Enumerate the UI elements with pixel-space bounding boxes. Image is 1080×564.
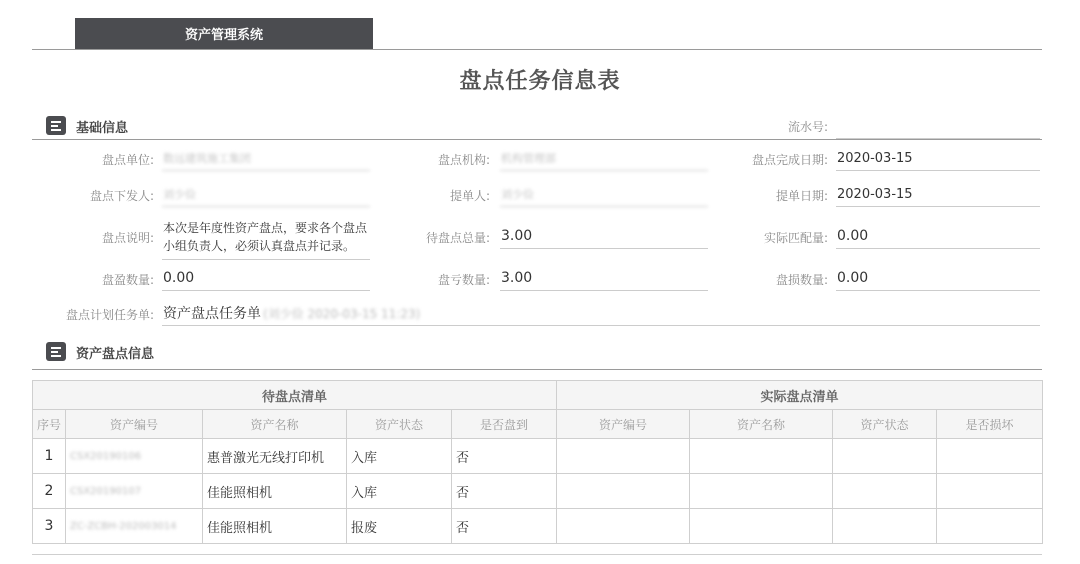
col-header: 资产编号 — [66, 410, 203, 439]
divider — [32, 554, 1042, 555]
actual-asset-status — [833, 474, 937, 509]
tab-asset-management[interactable]: 资产管理系统 — [75, 18, 373, 49]
page-title: 盘点任务信息表 — [459, 69, 621, 94]
unit-value: 数远建筑施工集团 — [162, 146, 370, 171]
actual-asset-status — [833, 509, 937, 544]
issuer-label: 盘点下发人: — [89, 189, 154, 203]
submit-date-value: 2020-03-15 — [836, 182, 1040, 207]
actual-asset-name — [690, 509, 833, 544]
actual-asset-status — [833, 439, 937, 474]
row-number: 3 — [33, 509, 66, 544]
plan-task-name: 资产盘点任务单 — [163, 306, 261, 322]
surplus-value: 0.00 — [162, 266, 370, 291]
surplus-label: 盘盈数量: — [101, 273, 154, 287]
top-tab-bar — [32, 18, 1042, 50]
table-group-header — [33, 381, 1043, 410]
asset-status: 入库 — [347, 439, 452, 474]
col-header: 序号 — [33, 410, 66, 439]
section-title: 基础信息 — [76, 121, 129, 136]
col-header: 是否损坏 — [937, 410, 1043, 439]
asset-found: 否 — [452, 439, 557, 474]
submitter-label: 提单人: — [449, 189, 490, 203]
asset-code: CSX20190107 — [66, 474, 203, 509]
col-header: 资产状态 — [347, 410, 452, 439]
plan-task-label: 盘点计划任务单: — [65, 308, 154, 322]
list-icon — [46, 116, 66, 135]
asset-found: 否 — [452, 509, 557, 544]
table-row[interactable] — [33, 509, 1043, 544]
table-column-header — [33, 410, 1043, 439]
finish-date-value: 2020-03-15 — [836, 146, 1040, 171]
col-header: 资产编号 — [557, 410, 690, 439]
asset-status: 入库 — [347, 474, 452, 509]
asset-code: CSX20190106 — [66, 439, 203, 474]
actual-asset-damaged — [937, 509, 1043, 544]
col-header: 资产状态 — [833, 410, 937, 439]
table-row[interactable] — [33, 474, 1043, 509]
row-number: 2 — [33, 474, 66, 509]
unit-label: 盘点单位: — [101, 153, 154, 167]
basic-info-section-header — [32, 112, 1042, 140]
table-row[interactable] — [33, 439, 1043, 474]
asset-name: 佳能照相机 — [203, 509, 347, 544]
actual-list-header: 实际盘点清单 — [557, 381, 1043, 410]
divider — [32, 369, 1042, 370]
finish-date-label: 盘点完成日期: — [751, 153, 828, 167]
actual-match-label: 实际匹配量: — [763, 231, 828, 245]
asset-found: 否 — [452, 474, 557, 509]
asset-status: 报废 — [347, 509, 452, 544]
issuer-value: 刘少俭 — [162, 182, 370, 207]
actual-asset-name — [690, 474, 833, 509]
org-label: 盘点机构: — [437, 153, 490, 167]
org-value: 机构管理部 — [500, 146, 708, 171]
list-icon — [46, 342, 66, 361]
actual-match-value: 0.00 — [836, 224, 1040, 249]
col-header: 资产名称 — [690, 410, 833, 439]
plan-task-extra: (刘少俭 2020-03-15 11:23) — [263, 306, 421, 321]
asset-name: 惠普激光无线打印机 — [203, 439, 347, 474]
plan-task-value — [162, 301, 1040, 326]
col-header: 是否盘到 — [452, 410, 557, 439]
actual-asset-name — [690, 439, 833, 474]
shortage-value: 3.00 — [500, 266, 708, 291]
col-header: 资产名称 — [203, 410, 347, 439]
asset-name: 佳能照相机 — [203, 474, 347, 509]
damage-label: 盘损数量: — [775, 273, 828, 287]
section-title: 资产盘点信息 — [76, 347, 155, 362]
submit-date-label: 提单日期: — [775, 189, 828, 203]
submitter-value: 刘少俭 — [500, 182, 708, 207]
description-value: 本次是年度性资产盘点，要求各个盘点小组负责人，必须认真盘点并记录。 — [162, 218, 370, 260]
serial-number-field — [836, 138, 1040, 139]
shortage-label: 盘亏数量: — [437, 273, 490, 287]
pending-total-label: 待盘点总量: — [425, 231, 490, 245]
actual-asset-code — [557, 509, 690, 544]
actual-asset-damaged — [937, 474, 1043, 509]
damage-value: 0.00 — [836, 266, 1040, 291]
pending-list-header: 待盘点清单 — [33, 381, 557, 410]
divider — [32, 139, 1042, 140]
actual-asset-code — [557, 439, 690, 474]
asset-info-section-header — [32, 338, 1042, 366]
serial-number-label: 流水号: — [787, 120, 828, 134]
description-label: 盘点说明: — [101, 231, 154, 245]
pending-total-value: 3.00 — [500, 224, 708, 249]
actual-asset-code — [557, 474, 690, 509]
row-number: 1 — [33, 439, 66, 474]
asset-inventory-table — [32, 380, 1043, 544]
asset-code: ZC-ZCBH-202003014 — [66, 509, 203, 544]
actual-asset-damaged — [937, 439, 1043, 474]
